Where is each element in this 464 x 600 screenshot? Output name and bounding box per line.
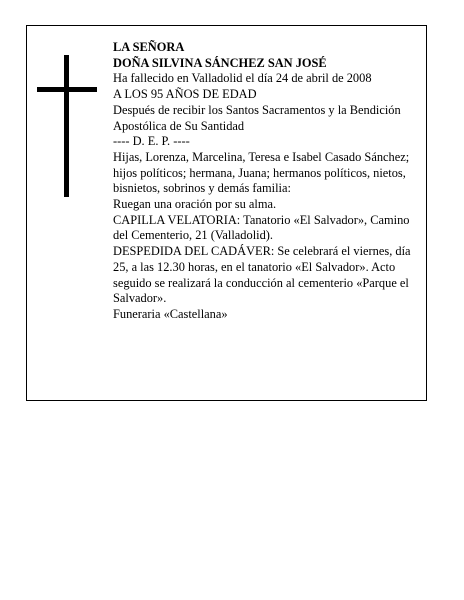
prayer-line: Ruegan una oración por su alma.: [113, 197, 277, 212]
title-line: LA SEÑORA: [113, 40, 185, 54]
death-line: Ha fallecido en Valladolid el día 24 de abril de 2008: [113, 71, 372, 86]
age-line: A LOS 95 AÑOS DE EDAD: [113, 87, 257, 102]
dep-line: ---- D. E. P. ----: [113, 134, 190, 149]
funeral-home: Funeraria «Castellana»: [113, 306, 228, 321]
cross-horizontal-bar: [37, 87, 97, 92]
obituary-text: [113, 40, 413, 323]
latin-cross-icon: [37, 55, 97, 197]
wake-text: CAPILLA VELATORIA: Tanatorio «El Salvador», Camino del Cementerio, 21 (Valladolid).: [113, 212, 410, 243]
family-text: Hijas, Lorenza, Marcelina, Teresa e Isabel Casado Sánchez; hijos políticos; hermana, Juana; hermanos políticos, nietos, bisnietos, sobrinos y demás familia:: [113, 149, 410, 196]
cross-vertical-bar: [64, 55, 69, 197]
sacraments-text: Después de recibir los Santos Sacramentos y la Bendición Apostólica de Su Santidad: [113, 102, 401, 133]
deceased-name: DOÑA SILVINA SÁNCHEZ SAN JOSÉ: [113, 55, 327, 70]
farewell-text: DESPEDIDA DEL CADÁVER: Se celebrará el viernes, día 25, a las 12.30 horas, en el tanatorio «El Salvador». Acto seguido se realizará la conducción al cementerio «Parque el Salvador».: [113, 244, 411, 306]
